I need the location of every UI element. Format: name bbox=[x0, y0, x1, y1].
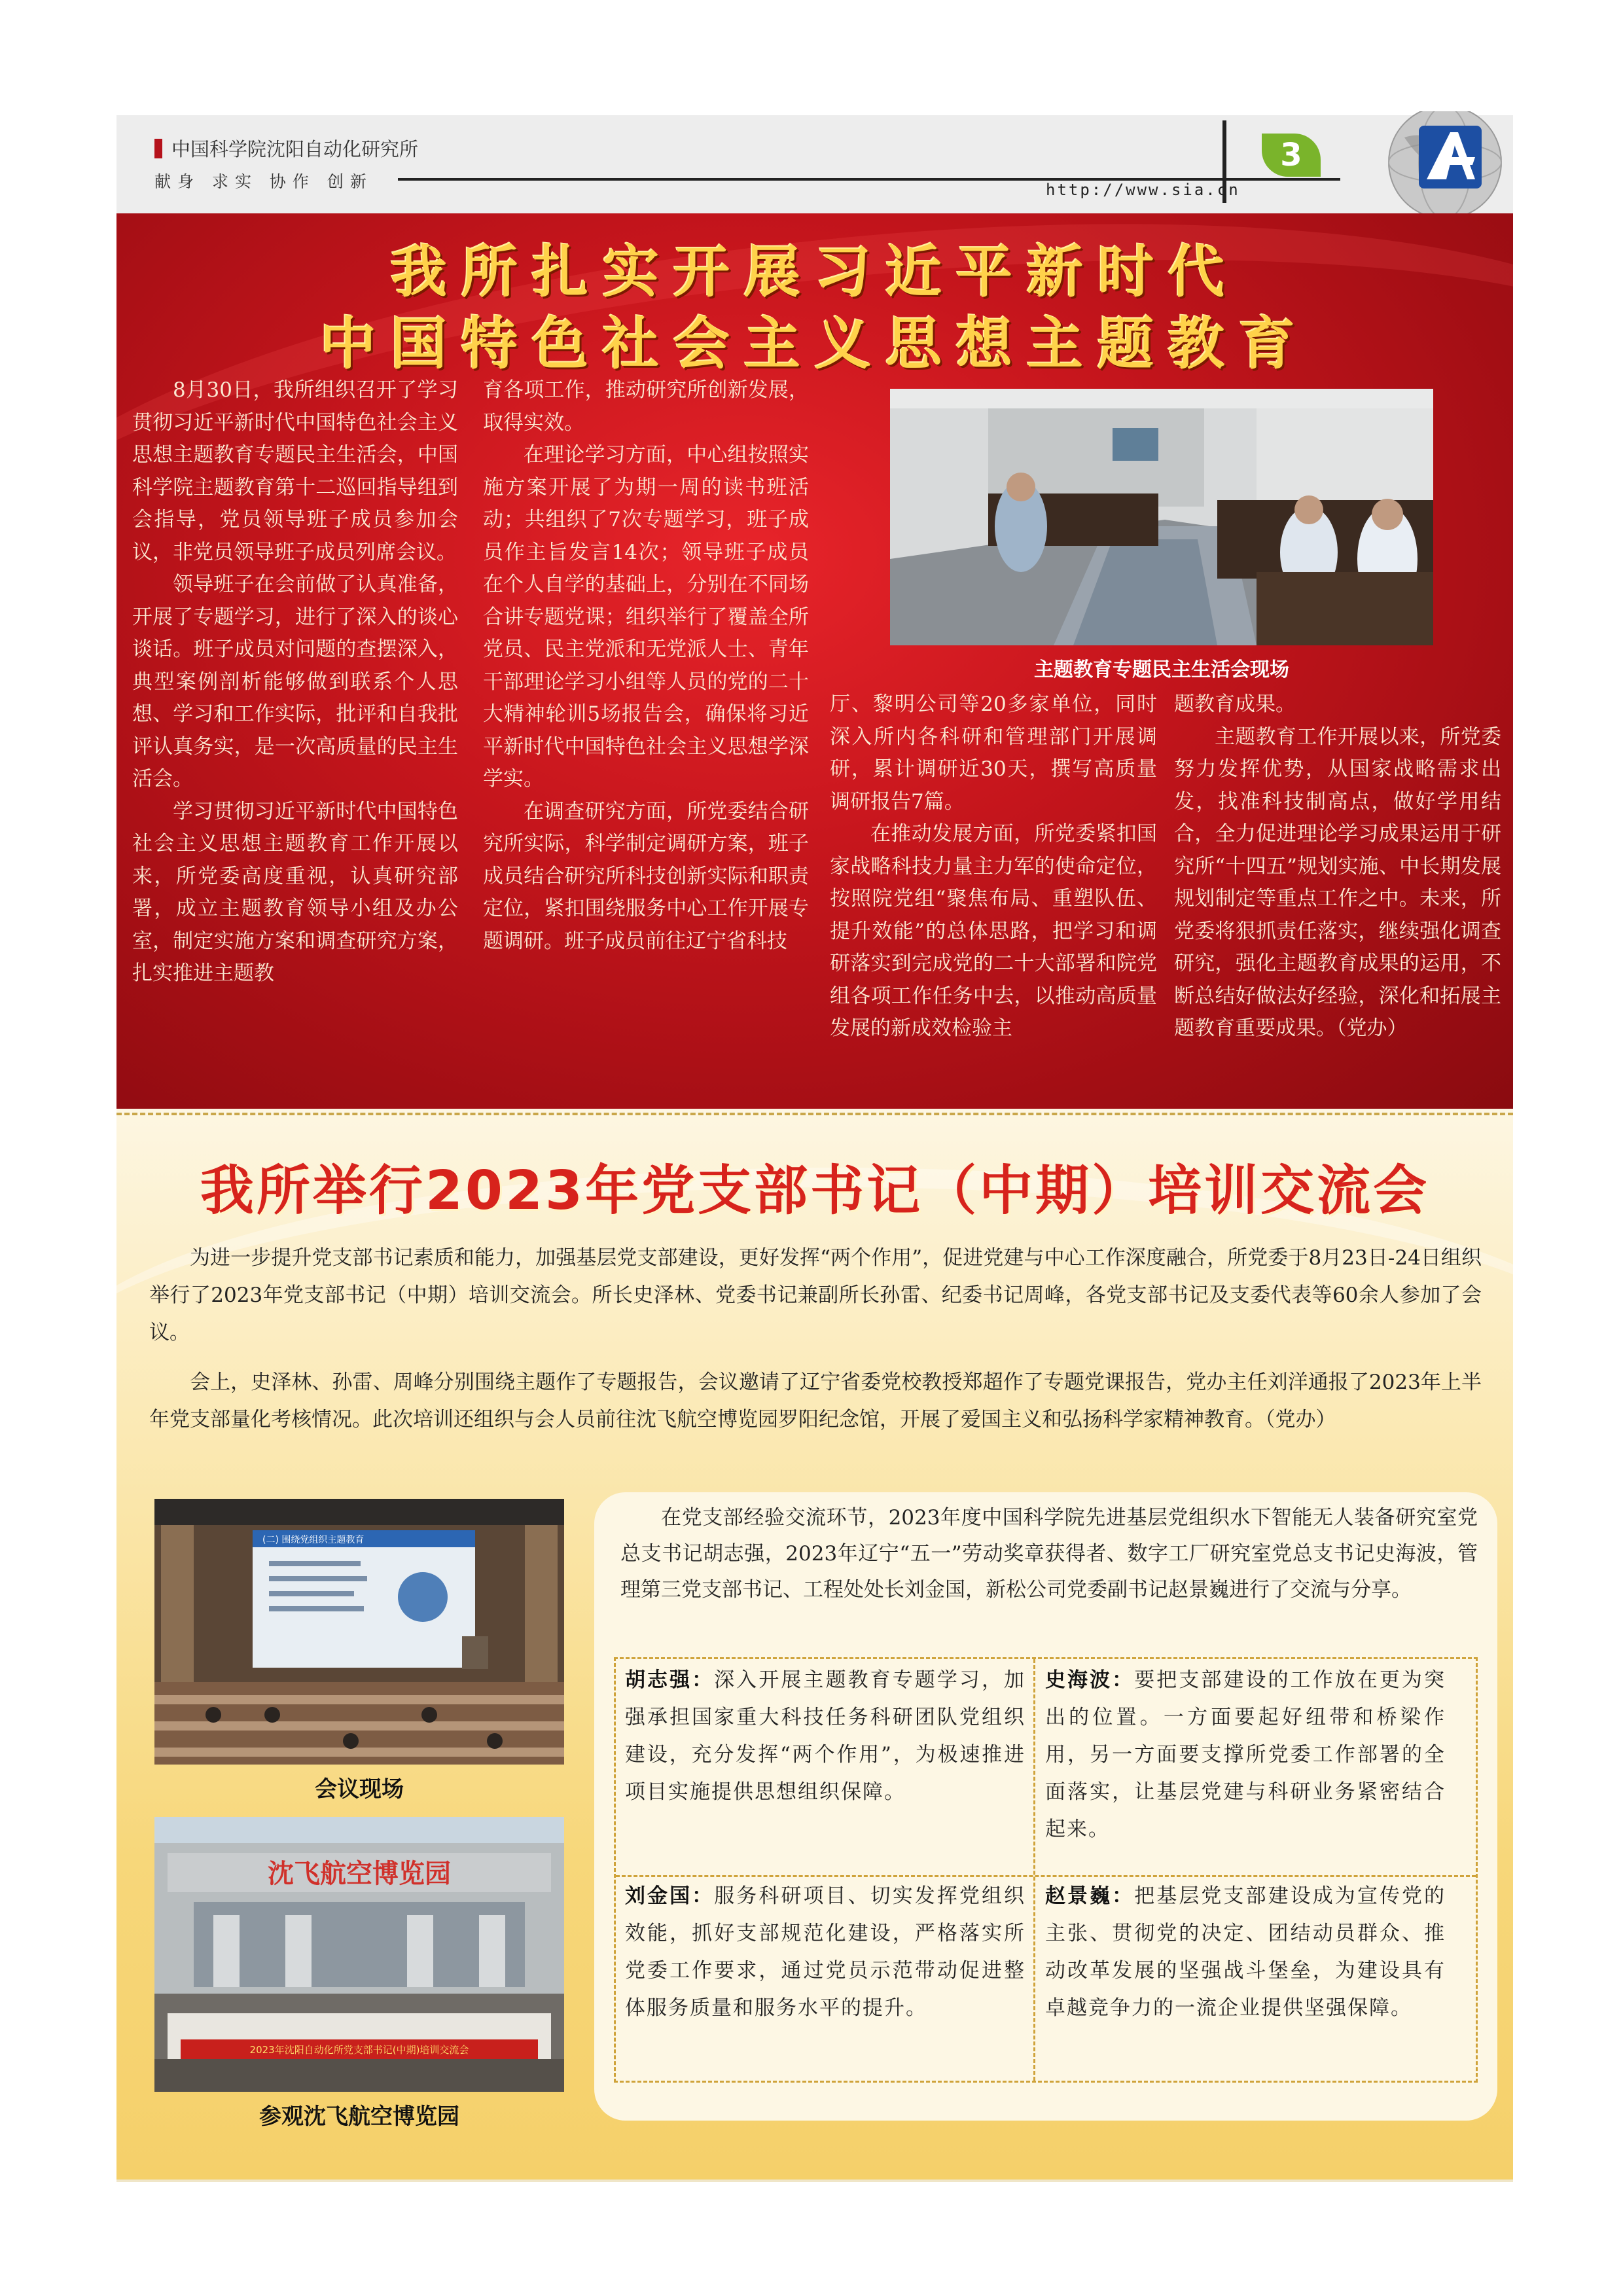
paragraph: 会上，史泽林、孙雷、周峰分别围绕主题作了专题报告，会议邀请了辽宁省委党校教授郑超作了专题党课报告，党办主任刘洋通报了2023年上半年党支部量化考核情况。此次培训还组织与会人员前往沈飞航空博览园罗阳纪念馆，开展了爱国主义和弘扬科学家精神教育。（党办） bbox=[149, 1371, 1482, 1431]
theme-education-section bbox=[116, 213, 1513, 1109]
speaker-name: 赵景巍： bbox=[1045, 1884, 1135, 1908]
meeting-hall-photo bbox=[154, 1499, 564, 1765]
page-footer-rule bbox=[116, 2179, 1513, 2182]
speaker-quote bbox=[1045, 1662, 1446, 1848]
institute-name: 中国科学院沈阳自动化研究所 bbox=[171, 138, 419, 160]
experience-exchange-box bbox=[594, 1492, 1497, 2121]
paragraph: 在理论学习方面，中心组按照实施方案开展了为期一周的读书班活动；共组织了7次专题学习，班子成员作主旨发言14次；领导班子成员在个人自学的基础上，分别在不同场合讲专题党课；组织举行了覆盖全所党员、民主党派和无党派人士、青年干部理论学习小组等人员的党的二十大精神轮训5场报告会，确保将习近平新时代中国特色社会主义思想学深学实。 bbox=[483, 443, 809, 791]
paragraph: 主题教育工作开展以来，所党委努力发挥优势，从国家战略需求出发，找准科技制高点，做好学用结合，全力促进理论学习成果运用于研究所“十四五”规划实施、中长期发展规划制定等重点工作之中。未来，所党委将狠抓责任落实，继续强化调查研究，强化主题教育成果的运用，不断总结好做法好经验，深化和拓展主题教育重要成果。（党办） bbox=[1174, 725, 1501, 1040]
speaker-name: 胡志强： bbox=[625, 1668, 715, 1692]
speaker-text: 把基层党支部建设成为宣传党的主张、贯彻党的决定、团结动员群众、推动改革发展的坚强战斗堡垒，为建设具有卓越竞争力的一流企业提供坚强保障。 bbox=[1045, 1884, 1446, 2020]
page-header bbox=[116, 115, 1513, 213]
paragraph: 在推动发展方面，所党委紧扣国家战略科技力量主力军的使命定位，按照院党组“聚焦布局、重塑队伍、提升效能”的总体思路，把学习和调研落实到完成党的二十大部署和院党组各项工作任务中去，以推动高质量发展的新成效检验主 bbox=[830, 822, 1157, 1040]
header-red-mark bbox=[154, 139, 162, 158]
speaker-name: 刘金国： bbox=[625, 1884, 715, 1908]
paragraph: 8月30日，我所组织召开了学习贯彻习近平新时代中国特色社会主义思想主题教育专题民主生活会，中国科学院主题教育第十二巡回指导组到会指导，党员领导班子成员参加会议，非党员领导班子成员列席会议。 bbox=[132, 378, 458, 564]
paragraph: 厅、黎明公司等20多家单位，同时深入所内各科研和管理部门开展调研，累计调研近30天，撰写高质量调研报告7篇。 bbox=[830, 692, 1157, 814]
speaker-text: 要把支部建设的工作放在更为突出的位置。一方面要起好纽带和桥梁作用，另一方面要支撑所党委工作部署的全面落实，让基层党建与科研业务紧密结合起来。 bbox=[1045, 1668, 1446, 1841]
article-paragraph-2 bbox=[149, 1364, 1482, 1439]
paragraph: 学习贯彻习近平新时代中国特色社会主义思想主题教育工作开展以来，所党委高度重视，认真研究部署，成立主题教育领导小组及办公室，制定实施方案和调查研究方案，扎实推进主题教 bbox=[132, 799, 458, 985]
photo-caption: 主题教育专题民主生活会现场 bbox=[1034, 658, 1289, 681]
page-number-badge: 3 bbox=[1262, 134, 1321, 177]
institute-motto: 献身 求实 协作 创新 bbox=[154, 172, 373, 191]
section1-title-line1: 我所扎实开展习近平新时代 bbox=[391, 240, 1239, 305]
photo-caption-meeting: 会议现场 bbox=[315, 1776, 404, 1803]
section1-title-line2: 中国特色社会主义思想主题教育 bbox=[320, 312, 1310, 377]
meeting-room-photo bbox=[890, 389, 1433, 645]
speaker-quote bbox=[1045, 1878, 1446, 2027]
museum-sign: 沈飞航空博览园 bbox=[268, 1859, 451, 1889]
article-paragraph-1 bbox=[149, 1240, 1482, 1352]
group-banner: 2023年沈阳自动化所党支部书记(中期)培训交流会 bbox=[249, 2044, 469, 2056]
article-column-2 bbox=[483, 374, 809, 958]
speaker-text: 深入开展主题教育专题学习，加强承担国家重大科技任务科研团队党组织建设，充分发挥“两个作用”，为极速推进项目实施提供思想组织保障。 bbox=[625, 1668, 1026, 1804]
paragraph: 在党支部经验交流环节，2023年度中国科学院先进基层党组织水下智能无人装备研究室党总支书记胡志强，2023年辽宁“五一”劳动奖章获得者、数字工厂研究室党总支书记史海波，管理第三党支部书记、工程处处长刘金国，新松公司党委副书记赵景巍进行了交流与分享。 bbox=[620, 1506, 1478, 1602]
speaker-quote bbox=[625, 1662, 1026, 1811]
paragraph: 题教育成果。 bbox=[1174, 692, 1296, 716]
speaker-quotes-grid bbox=[614, 1657, 1478, 2083]
article-column-1 bbox=[132, 374, 458, 990]
speaker-name: 史海波： bbox=[1045, 1668, 1135, 1692]
section2-title: 我所举行2023年党支部书记（中期）培训交流会 bbox=[200, 1160, 1430, 1222]
paragraph: 为进一步提升党支部书记素质和能力，加强基层党支部建设，更好发挥“两个作用”，促进党建与中心工作深度融合，所党委于8月23日-24日组织举行了2023年党支部书记（中期）培训交流会。所长史泽林、党委书记兼副所长孙雷、纪委书记周峰，各党支部书记及支委代表等60余人参加了会议。 bbox=[149, 1246, 1482, 1344]
paragraph: 育各项工作，推动研究所创新发展，取得实效。 bbox=[483, 378, 809, 435]
museum-visit-photo bbox=[154, 1817, 564, 2092]
speaker-text: 服务科研项目、切实发挥党组织效能，抓好支部规范化建设，严格落实所党委工作要求，通过党员示范带动促进整体服务质量和服务水平的提升。 bbox=[625, 1884, 1026, 2020]
speaker-quote bbox=[625, 1878, 1026, 2027]
paragraph: 在调查研究方面，所党委结合研究所实际，科学制定调研方案，班子成员结合研究所科技创新实际和职责定位，紧扣围绕服务中心工作开展专题调研。班子成员前往辽宁省科技 bbox=[483, 799, 809, 953]
article-column-3 bbox=[830, 689, 1157, 1045]
exchange-intro bbox=[620, 1500, 1478, 1608]
paragraph: 领导班子在会前做了认真准备，开展了专题学习，进行了深入的谈心谈话。班子成员对问题的查摆深入，典型案例剖析能够做到联系个人思想、学习和工作实际，批评和自我批评认真务实，是一次高质量的民主生活会。 bbox=[132, 573, 458, 791]
website-url: http://www.sia.cn bbox=[1046, 181, 1240, 199]
training-exchange-section bbox=[116, 1109, 1513, 2179]
section-divider bbox=[116, 1113, 1513, 1115]
sia-logo-icon bbox=[1347, 111, 1507, 213]
article-column-4 bbox=[1174, 689, 1501, 1045]
screen-heading: (二) 围绕党组织主题教育 bbox=[262, 1535, 365, 1545]
photo-caption-visit: 参观沈飞航空博览园 bbox=[259, 2104, 459, 2130]
